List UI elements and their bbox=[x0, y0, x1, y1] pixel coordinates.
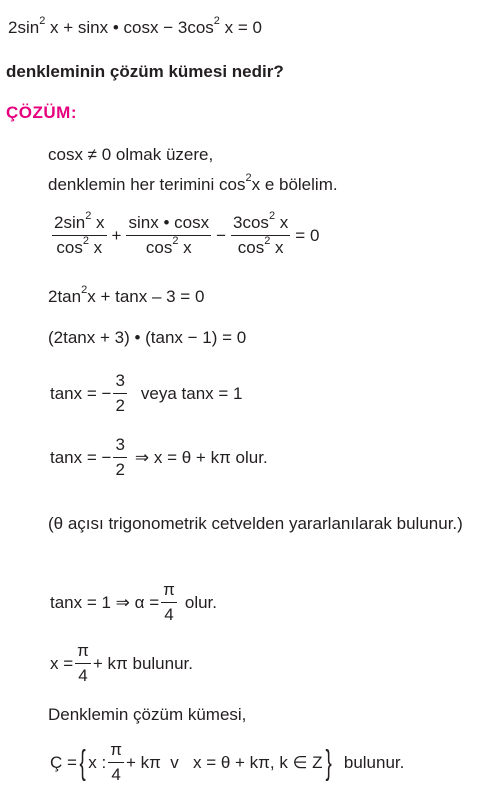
fraction-minus-three-halves-2: $\frac{3}{2}$ bbox=[115, 435, 125, 479]
fraction-pi-over-4-3: $\frac{\pi}{4}$ bbox=[110, 740, 122, 784]
theta-line: tanx = − $\frac{3}{2}$ ⇒ x = θ + kπ olur. bbox=[50, 435, 268, 479]
theta-result: ⇒ x = θ + kπ olur. bbox=[134, 447, 268, 467]
fraction-term-2: $\frac{\sin x • \cos x}{\cos^2 x}$ bbox=[128, 213, 210, 257]
solution-set: Ç = { x : $\frac{\pi}{4}$ + kπ v x = θ + kπ, k ∈ Z } bulunur. bbox=[50, 740, 405, 784]
question-prompt: denkleminin çözüm kümesi nedir? bbox=[6, 62, 284, 81]
x-suffix: + kπ bulunur. bbox=[92, 653, 193, 673]
condition-text: cosx ≠ 0 olmak üzere, bbox=[48, 145, 214, 164]
x-solution-line: x = $\frac{\pi}{4}$ + kπ bulunur. bbox=[50, 641, 193, 685]
alpha-line bbox=[50, 580, 217, 625]
right-brace: } bbox=[325, 743, 332, 782]
fraction-term-1: $\frac{2\sin^2 x}{\cos^2 x}$ bbox=[54, 210, 105, 257]
factored-equation: (2tanx + 3) • (tanx − 1) = 0 bbox=[48, 328, 247, 347]
set-end: bulunur. bbox=[343, 752, 405, 772]
note-text: (θ açısı trigonometrik cetvelden yararlanılarak bulunur.) bbox=[48, 514, 463, 533]
solution-heading: ÇÖZÜM: bbox=[6, 103, 77, 122]
fraction-term-3: $\frac{3\cos^2 x}{\cos^2 x}$ bbox=[233, 210, 289, 257]
alpha-prefix: tanx = 1 ⇒ α = bbox=[50, 592, 160, 612]
veya-text: veya tanx = 1 bbox=[140, 383, 243, 403]
divide-instruction: denklemin her terimini $\cos^2x$ e bölelim. bbox=[48, 172, 338, 194]
fraction-minus-three-halves: $\frac{3}{2}$ bbox=[115, 371, 125, 415]
fraction-pi-over-4: $\frac{\pi}{4}$ bbox=[163, 580, 175, 624]
fraction-pi-over-4-2: $\frac{\pi}{4}$ bbox=[77, 641, 89, 685]
divided-equation: $\frac{2\sin^2 x}{\cos^2 x}$ + $\frac{\sin x • \cos x}{\cos^2 x}$ − $\frac{3\cos^2 x}{\cos^2 x}$ = 0 bbox=[54, 210, 320, 257]
question-equation: $2\sin^2$ x + sinx • $\cos x - 3\cos^2$ x = 0 bbox=[8, 15, 262, 37]
tan-equation: $2\tan^2x + \tan x - 3 = 0$ bbox=[48, 284, 205, 306]
left-brace: { bbox=[79, 743, 86, 782]
alpha-suffix: olur. bbox=[184, 592, 218, 612]
set-intro: Denklemin çözüm kümesi, bbox=[48, 705, 247, 724]
roots-line: tanx = − $\frac{3}{2}$ veya tanx = 1 bbox=[50, 371, 243, 415]
